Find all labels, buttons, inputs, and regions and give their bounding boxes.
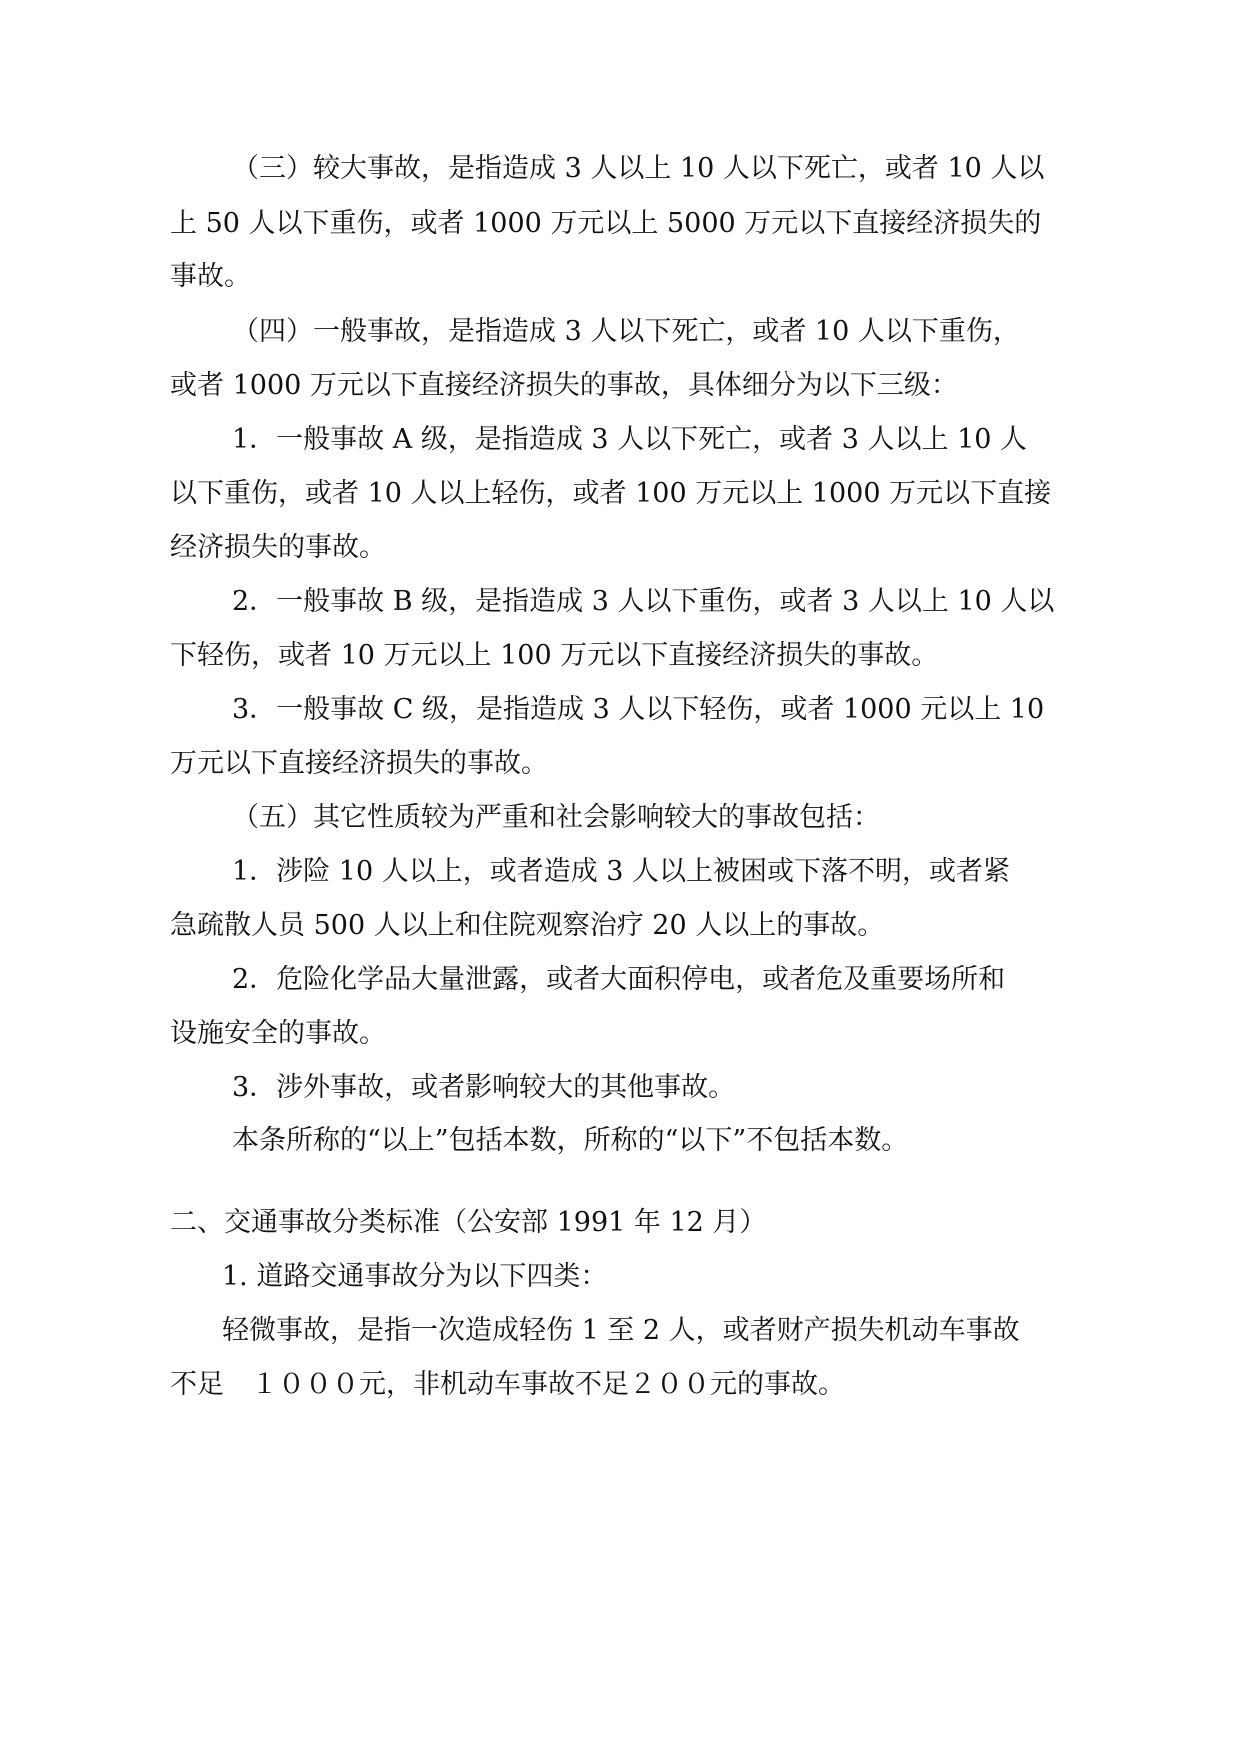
text-line: 经济损失的事故。 <box>170 532 386 563</box>
text-line: 3．一般事故 C 级，是指造成 3 人以下轻伤，或者 1000 元以上 10 <box>232 694 1045 725</box>
text-line: 3．涉外事故，或者影响较大的其他事故。 <box>232 1072 736 1103</box>
text-line: 下轻伤，或者 10 万元以上 100 万元以下直接经济损失的事故。 <box>170 640 939 671</box>
text-line: 2．一般事故 B 级，是指造成 3 人以下重伤，或者 3 人以上 10 人以 <box>232 586 1055 617</box>
text-line: 2．危险化学品大量泄露，或者大面积停电，或者危及重要场所和 <box>232 964 1006 995</box>
text-line: 上 50 人以下重伤，或者 1000 万元以上 5000 万元以下直接经济损失的 <box>170 208 1042 239</box>
text-line: （五）其它性质较为严重和社会影响较大的事故包括： <box>232 802 880 833</box>
text-line: （三）较大事故，是指造成 3 人以上 10 人以下死亡，或者 10 人以 <box>232 153 1045 184</box>
text-line: 轻微事故，是指一次造成轻伤 1 至 2 人，或者财产损失机动车事故 <box>222 1315 1020 1346</box>
text-line: （四）一般事故，是指造成 3 人以下死亡，或者 10 人以下重伤， <box>232 316 1020 347</box>
section-heading: 二、交通事故分类标准（公安部 1991 年 12 月） <box>170 1207 767 1238</box>
text-line: 以下重伤，或者 10 人以上轻伤，或者 100 万元以上 1000 万元以下直接 <box>170 478 1052 509</box>
text-line: 或者 1000 万元以下直接经济损失的事故，具体细分为以下三级： <box>170 370 958 401</box>
text-line: 1．涉险 10 人以上，或者造成 3 人以上被困或下落不明，或者紧 <box>232 856 1011 887</box>
sub-heading: 1. 道路交通事故分为以下四类： <box>222 1261 608 1292</box>
text-line: 本条所称的“以上”包括本数，所称的“以下”不包括本数。 <box>232 1125 909 1156</box>
text-line: 急疏散人员 500 人以上和住院观察治疗 20 人以上的事故。 <box>170 910 885 941</box>
text-line: 事故。 <box>170 261 251 292</box>
text-line: 设施安全的事故。 <box>170 1018 386 1049</box>
text-line: 万元以下直接经济损失的事故。 <box>170 748 548 779</box>
text-line: 1．一般事故 A 级，是指造成 3 人以下死亡，或者 3 人以上 10 人 <box>232 424 1028 455</box>
text-line: 不足 １０００元，非机动车事故不足２００元的事故。 <box>170 1369 845 1400</box>
